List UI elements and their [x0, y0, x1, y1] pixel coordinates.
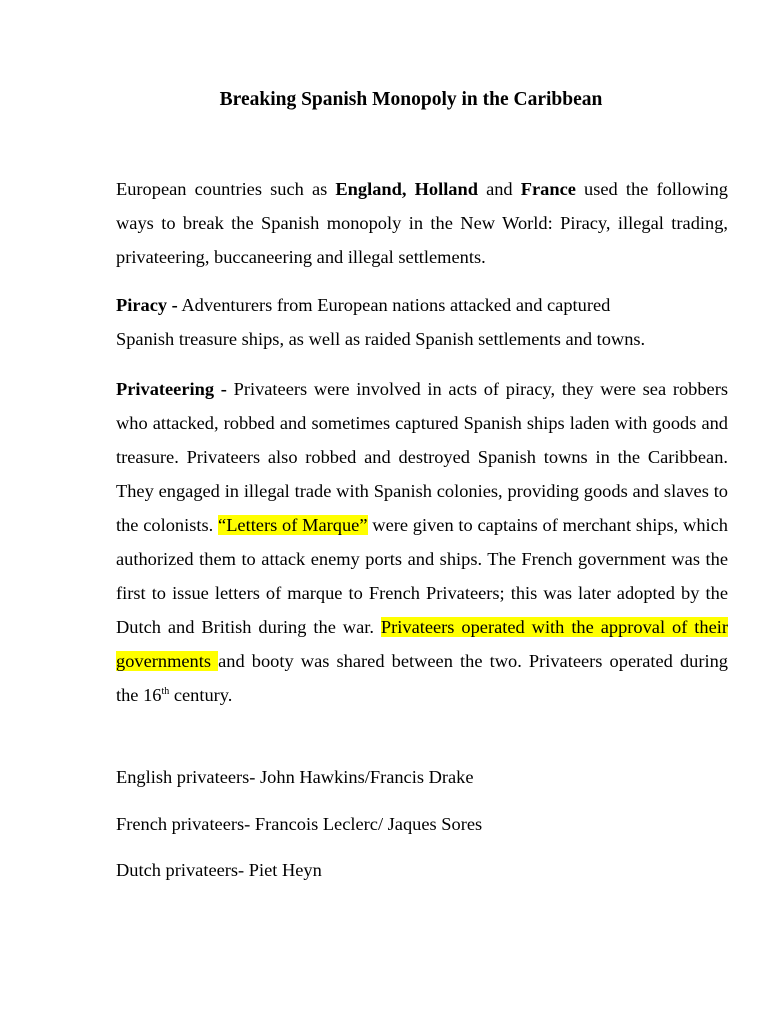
page-title: Breaking Spanish Monopoly in the Caribbean	[219, 89, 603, 110]
piracy-paragraph	[116, 288, 728, 356]
english-privateers-line: English privateers- John Hawkins/Francis Drake	[116, 767, 474, 787]
letters-of-marque-highlight: “Letters of Marque”	[218, 515, 368, 535]
piracy-term: Piracy -	[116, 295, 178, 315]
intro-text-2: and	[477, 179, 521, 199]
intro-text-1: European countries such as	[116, 179, 336, 199]
intro-text-3: used the following ways to break the Spanish monopoly in the New World: Piracy, illegal trading, privateering, buccaneering and illegal settlements.	[116, 179, 728, 267]
intro-paragraph	[116, 172, 728, 274]
privateering-term: Privateering -	[116, 379, 227, 399]
intro-france-bold: France	[520, 179, 576, 199]
privateering-text-1: Privateers were involved in acts of piracy, they were sea robbers who attacked, robbed and sometimes captured Spanish ships laden with goods and treasure. Privateers also robbed and destroyed Spanish towns in the Caribbean. They engaged in illegal trade with Spanish colonies, providing goods and slaves to the colonists.	[116, 379, 729, 535]
privateering-paragraph	[116, 372, 728, 712]
government-approval-highlight: Privateers operated with the approval of their governments	[116, 617, 729, 671]
privateering-text-3: and booty was shared between the two. Privateers operated during the 16	[116, 651, 728, 705]
piracy-line-1: Adventurers from European nations attacked and captured	[177, 295, 611, 315]
dutch-privateers-line: Dutch privateers- Piet Heyn	[116, 860, 322, 880]
piracy-line-2: Spanish treasure ships, as well as raided Spanish settlements and towns.	[116, 329, 646, 349]
intro-countries-bold: England, Holland	[335, 179, 478, 199]
privateering-text-4: century.	[169, 685, 233, 705]
ordinal-superscript: th	[161, 685, 170, 697]
french-privateers-line: French privateers- Francois Leclerc/ Jaques Sores	[116, 814, 483, 834]
privateering-text-2: were given to captains of merchant ships, which authorized them to attack enemy ports and ships. The French government was the first to issue letters of marque to French Privateers; this was later adopted by the Dutch and British during the war.	[116, 515, 729, 637]
